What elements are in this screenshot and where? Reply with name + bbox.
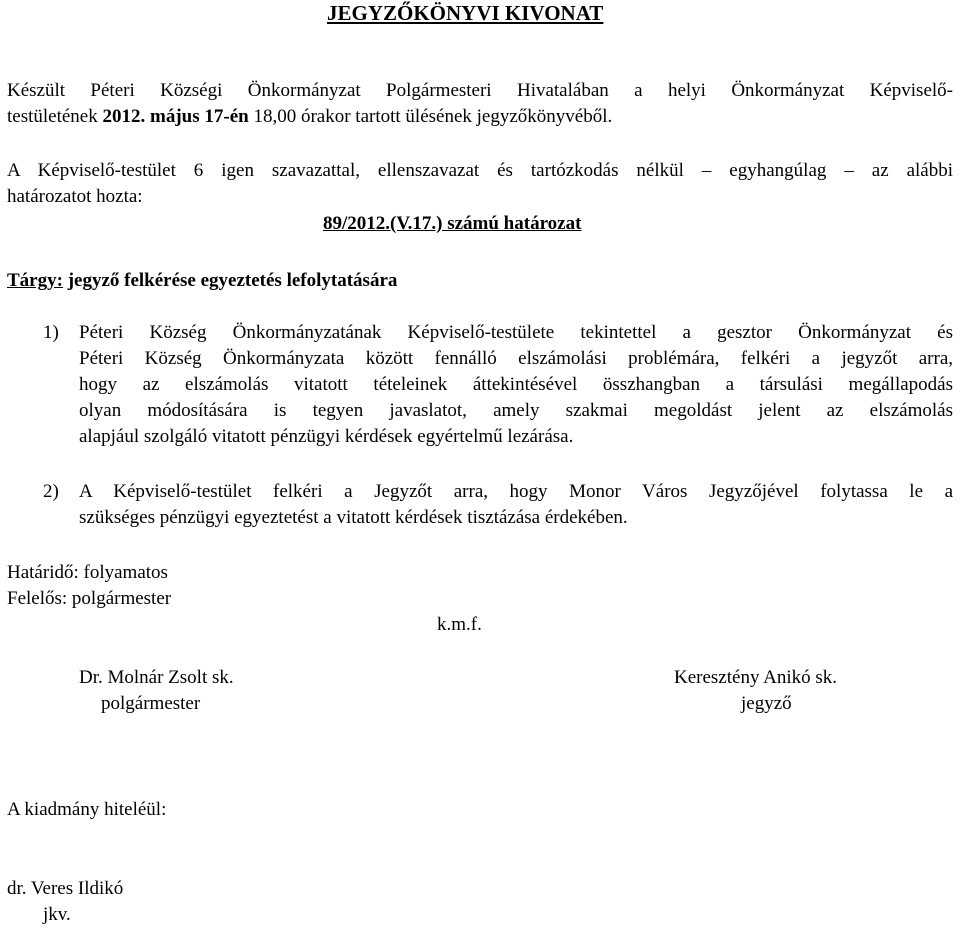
- item-2-line: A Képviselő-testület felkéri a Jegyzőt arra, hogy Monor Város Jegyzőjével folytassa le a: [79, 481, 953, 502]
- subject-text: jegyző felkérése egyeztetés lefolytatására: [62, 270, 398, 291]
- certifier-name: dr. Veres Ildikó: [7, 878, 124, 899]
- vote-line-2: határozatot hozta:: [7, 186, 143, 207]
- kmf-note: k.m.f.: [437, 614, 482, 635]
- item-2-number: 2): [43, 481, 59, 502]
- item-1-line: Péteri Község Önkormányzatának Képviselő-testülete tekintettel a gesztor Önkormányzat és: [79, 322, 953, 343]
- deadline: Határidő: folyamatos: [7, 562, 168, 583]
- subject-label: Tárgy:: [7, 270, 63, 291]
- intro-line-2: [7, 104, 612, 130]
- signature-left-name: Dr. Molnár Zsolt sk.: [79, 667, 234, 688]
- item-2-line: szükséges pénzügyi egyeztetést a vitatott kérdések tisztázása érdekében.: [79, 507, 628, 528]
- signature-left-role: polgármester: [101, 693, 201, 714]
- item-1-number: 1): [43, 322, 59, 343]
- responsible: Felelős: polgármester: [7, 588, 172, 609]
- document-title: JEGYZŐKÖNYVI KIVONAT: [327, 1, 604, 25]
- item-1-line: olyan módosítására is tegyen javaslatot, amely szakmai megoldást jelent az elszámolás: [79, 400, 953, 421]
- certifier-role: jkv.: [43, 904, 71, 925]
- resolution-title: 89/2012.(V.17.) számú határozat: [323, 213, 582, 234]
- intro-text-a: testületének: [7, 106, 103, 127]
- item-1-line: hogy az elszámolás vitatott tételeinek áttekintésével összhangban a társulási megállapodás: [79, 374, 953, 395]
- signature-right-role: jegyző: [741, 693, 792, 714]
- signature-right-name: Keresztény Anikó sk.: [674, 667, 838, 688]
- item-1-line: alapjául szolgáló vitatott pénzügyi kérdések egyértelmű lezárása.: [79, 426, 574, 447]
- item-1-line: Péteri Község Önkormányzata között fennálló elszámolási problémára, felkéri a jegyzőt arra,: [79, 348, 953, 369]
- vote-line-1: A Képviselő-testület 6 igen szavazattal, ellenszavazat és tartózkodás nélkül – egyhangúlag – az alábbi: [7, 160, 953, 181]
- intro-line-1: Készült Péteri Községi Önkormányzat Polgármesteri Hivatalában a helyi Önkormányzat Képviselő-: [7, 80, 953, 101]
- intro-text-b: 18,00 órakor tartott ülésének jegyzőkönyvéből.: [248, 106, 613, 127]
- certified-label: A kiadmány hiteléül:: [7, 799, 167, 820]
- session-date: 2012. május 17-én: [102, 106, 249, 127]
- subject-line: [7, 268, 397, 294]
